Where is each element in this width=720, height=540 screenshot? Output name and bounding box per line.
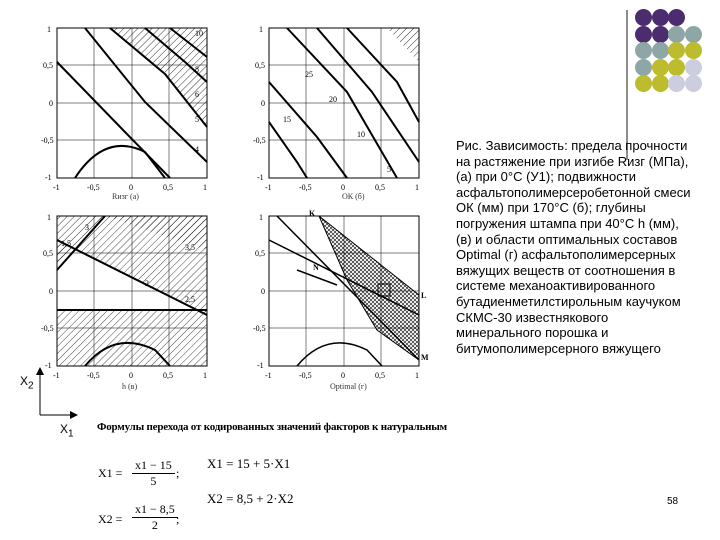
decorative-dot: [685, 26, 702, 43]
contour-label: 5: [195, 115, 199, 124]
decorative-dot: [652, 59, 669, 76]
y-tick: 0,5: [255, 249, 265, 258]
arrow-right-head-icon: [70, 411, 78, 419]
x-axis-label: Optimal (г): [330, 382, 367, 391]
x-tick: 0: [129, 371, 133, 380]
formula-2-denominator: 2: [151, 518, 158, 532]
decorative-dot: [652, 75, 669, 92]
formula-1-lhs: X1 =: [98, 466, 123, 480]
y-tick: 1: [47, 25, 51, 34]
formula-2-fraction: [132, 502, 178, 533]
y-tick: -0,5: [253, 324, 266, 333]
contour-label: 5: [387, 165, 391, 174]
contour-label: 6: [195, 90, 199, 99]
y-tick: 1: [47, 213, 51, 222]
formula-1-fraction: [132, 458, 175, 489]
x1-axis-label: [60, 422, 74, 439]
formula-1-denominator: 5: [150, 474, 157, 488]
y-tick: -0,5: [253, 136, 266, 145]
decorative-dot: [685, 59, 702, 76]
y-tick: -1: [45, 173, 52, 182]
x-tick: 0: [341, 183, 345, 192]
decorative-dot: [668, 75, 685, 92]
decorative-dot: [668, 42, 685, 59]
x-tick: -0,5: [87, 183, 100, 192]
plot-a: [41, 22, 245, 222]
x-tick: -0,5: [87, 371, 100, 380]
plot-d: [253, 209, 457, 410]
formula-2-lhs: X2 =: [98, 512, 123, 526]
x-tick: -0,5: [299, 183, 312, 192]
y-tick: 0,5: [43, 61, 53, 70]
y-tick: 1: [259, 213, 263, 222]
x2-axis-label: [20, 374, 34, 391]
x-axis-label: Rизг (а): [112, 192, 139, 201]
y-tick: -1: [257, 361, 264, 370]
decorative-dot: [668, 59, 685, 76]
decorative-dot: [635, 9, 652, 26]
contour-label: 2,5: [185, 295, 195, 304]
y-tick: 0: [261, 287, 265, 296]
decorative-dot: [652, 26, 669, 43]
contour-label: 4: [195, 145, 199, 154]
formula-2-numerator: x1 − 8,5: [132, 502, 178, 518]
decorative-dot: [652, 42, 669, 59]
x2-letter: X: [20, 374, 29, 388]
x-tick: 1: [415, 183, 419, 192]
point-label: M: [421, 353, 429, 362]
contour-label: 3,5: [185, 243, 195, 252]
x-tick: 0,5: [163, 183, 173, 192]
x-tick: 0: [341, 371, 345, 380]
y-tick: 1: [259, 25, 263, 34]
y-tick: 0: [49, 99, 53, 108]
figure-caption: Рис. Зависимость: предела прочности на растяжение при изгибе Rизг (МПа), (а) при 0°С (У1); подвижности асфальтополимерсеробетонной смеси ОК (мм) при 170°С (б); глубины погружения штампа при 40°С h (мм), (в) и области оптимальных составов Optimal (г) асфальтополимерсерных вяжущих веществ от соотношения в системе механоактивированного бутадиенметилстирольным каучуком СКМС-30 известнякового минерального порошка и битумополимерсерного вяжущего: [456, 138, 691, 356]
x-tick: 1: [203, 183, 207, 192]
contour-label: 10: [195, 29, 203, 38]
x-tick: 0: [129, 183, 133, 192]
y-tick: -1: [45, 361, 52, 370]
decorative-dot: [668, 9, 685, 26]
formula-2-tail: ;: [176, 512, 180, 526]
decorative-dot: [635, 26, 652, 43]
x-tick: -0,5: [299, 371, 312, 380]
formula-1-natural: X1 = 15 + 5·X1: [207, 456, 291, 471]
x-tick: -1: [265, 183, 272, 192]
formula-1-tail: ;: [176, 466, 180, 480]
decorative-dot: [685, 42, 702, 59]
point-label: L: [421, 291, 427, 300]
y-tick: 0: [261, 99, 265, 108]
x-axis-label: h (в): [122, 382, 138, 391]
optimal-region: [319, 216, 419, 360]
y-tick: 0,5: [255, 61, 265, 70]
contour-label: 3: [85, 223, 89, 232]
y-tick: 0: [49, 287, 53, 296]
decorative-dot: [635, 75, 652, 92]
decorative-dot: [685, 75, 702, 92]
y-tick: -1: [257, 173, 264, 182]
x-tick: 0,5: [163, 371, 173, 380]
hatched-region: [387, 28, 419, 62]
x2-subscript: 2: [28, 380, 34, 392]
x-tick: -1: [53, 371, 60, 380]
contour-label: 8: [195, 65, 199, 74]
decorative-dot: [652, 9, 669, 26]
point-label: K: [309, 209, 316, 218]
x-tick: 0,5: [375, 371, 385, 380]
y-tick: 0,5: [43, 249, 53, 258]
contour-label: 15: [283, 115, 291, 124]
x1-subscript: 1: [68, 428, 74, 440]
x-axis-label: ОК (б): [342, 192, 365, 201]
decorative-dot: [635, 59, 652, 76]
formula-2-natural: X2 = 8,5 + 2·X2: [207, 491, 294, 506]
x1-letter: X: [60, 422, 69, 436]
x-tick: -1: [265, 371, 272, 380]
x-tick: 0,5: [375, 183, 385, 192]
formula-1-numerator: x1 − 15: [132, 458, 175, 474]
axis-indicator: [30, 365, 80, 420]
contour-label: 20: [329, 95, 337, 104]
formulas-title: Формулы перехода от кодированных значений факторов к натуральным: [97, 421, 447, 433]
x-tick: 1: [203, 371, 207, 380]
point-label: N: [313, 263, 319, 272]
contour-label: 10: [357, 130, 365, 139]
arrow-up-head-icon: [36, 367, 44, 375]
y-tick: -0,5: [41, 324, 54, 333]
page-number: 58: [667, 496, 679, 507]
contour-label: 25: [305, 70, 313, 79]
decorative-dot: [635, 42, 652, 59]
contour-label: 1,5: [61, 239, 71, 248]
y-tick: -0,5: [41, 136, 54, 145]
x-tick: 1: [415, 371, 419, 380]
decorative-dot: [668, 26, 685, 43]
contour-label: 2: [145, 279, 149, 288]
x-tick: -1: [53, 183, 60, 192]
